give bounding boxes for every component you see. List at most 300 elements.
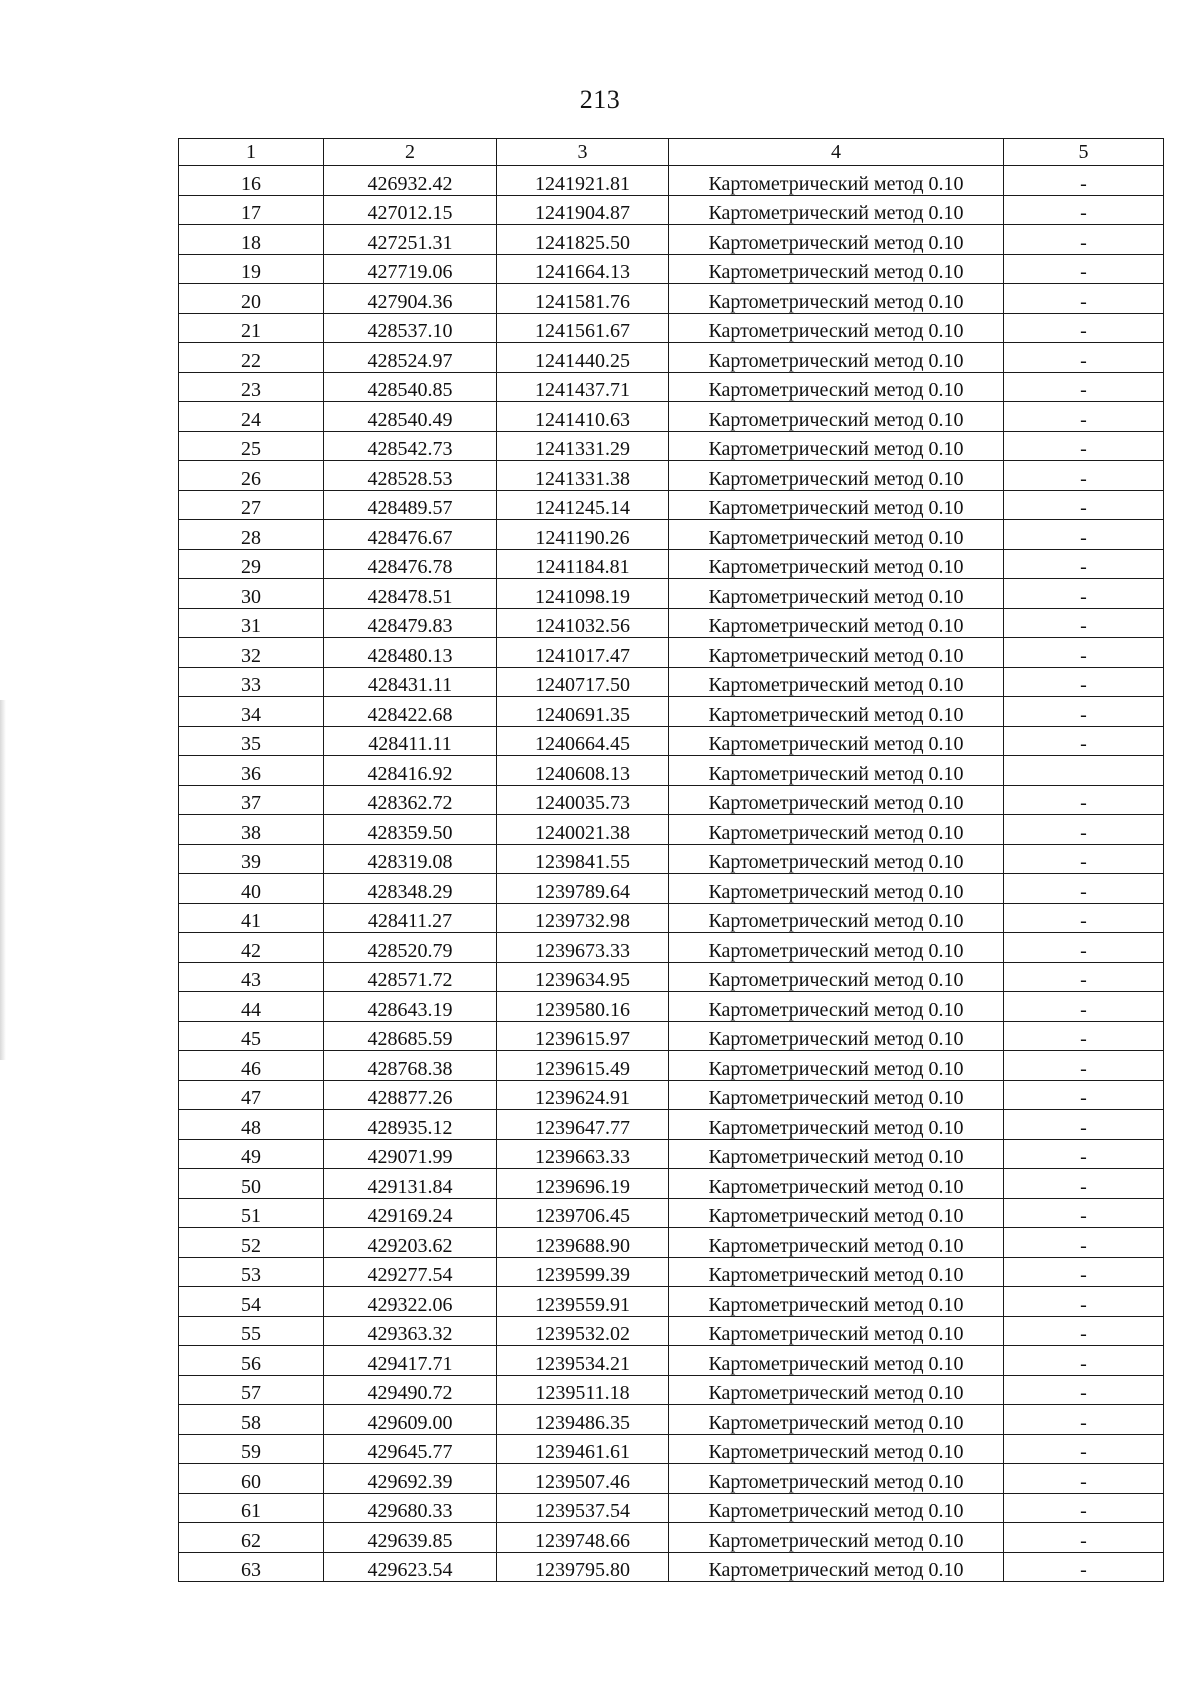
y-coordinate-cell: 1241017.47 xyxy=(497,638,669,668)
note-cell: - xyxy=(1004,933,1164,963)
table-row xyxy=(179,1228,1164,1258)
table-row xyxy=(179,579,1164,609)
y-coordinate-cell: 1241581.76 xyxy=(497,284,669,314)
method-cell: Картометрический метод 0.10 xyxy=(669,903,1004,933)
note-cell: - xyxy=(1004,1523,1164,1553)
table-row xyxy=(179,1464,1164,1494)
note-cell: - xyxy=(1004,1228,1164,1258)
method-cell: Картометрический метод 0.10 xyxy=(669,1316,1004,1346)
note-cell: - xyxy=(1004,166,1164,196)
table-row xyxy=(179,1198,1164,1228)
scan-edge-shadow xyxy=(0,700,6,1060)
method-cell: Картометрический метод 0.10 xyxy=(669,726,1004,756)
note-cell: - xyxy=(1004,579,1164,609)
x-coordinate-cell: 427251.31 xyxy=(324,225,497,255)
method-cell: Картометрический метод 0.10 xyxy=(669,1051,1004,1081)
header-cell-3: 3 xyxy=(497,139,669,166)
x-coordinate-cell: 428643.19 xyxy=(324,992,497,1022)
x-coordinate-cell: 428362.72 xyxy=(324,785,497,815)
method-cell: Картометрический метод 0.10 xyxy=(669,1523,1004,1553)
method-cell: Картометрический метод 0.10 xyxy=(669,1257,1004,1287)
table-row xyxy=(179,726,1164,756)
note-cell: - xyxy=(1004,1021,1164,1051)
method-cell: Картометрический метод 0.10 xyxy=(669,756,1004,786)
point-number-cell: 51 xyxy=(179,1198,324,1228)
point-number-cell: 37 xyxy=(179,785,324,815)
x-coordinate-cell: 429639.85 xyxy=(324,1523,497,1553)
y-coordinate-cell: 1240021.38 xyxy=(497,815,669,845)
method-cell: Картометрический метод 0.10 xyxy=(669,1375,1004,1405)
y-coordinate-cell: 1239841.55 xyxy=(497,844,669,874)
x-coordinate-cell: 428431.11 xyxy=(324,667,497,697)
header-cell-4: 4 xyxy=(669,139,1004,166)
note-cell: - xyxy=(1004,461,1164,491)
x-coordinate-cell: 429680.33 xyxy=(324,1493,497,1523)
x-coordinate-cell: 428422.68 xyxy=(324,697,497,727)
y-coordinate-cell: 1239663.33 xyxy=(497,1139,669,1169)
table-row xyxy=(179,284,1164,314)
y-coordinate-cell: 1239599.39 xyxy=(497,1257,669,1287)
note-cell: - xyxy=(1004,520,1164,550)
table-row xyxy=(179,254,1164,284)
table-row xyxy=(179,1139,1164,1169)
table-row xyxy=(179,372,1164,402)
method-cell: Картометрический метод 0.10 xyxy=(669,844,1004,874)
x-coordinate-cell: 429322.06 xyxy=(324,1287,497,1317)
note-cell: - xyxy=(1004,903,1164,933)
table-row xyxy=(179,549,1164,579)
table-row xyxy=(179,225,1164,255)
coordinates-table-container xyxy=(178,138,1163,1582)
method-cell: Картометрический метод 0.10 xyxy=(669,1405,1004,1435)
point-number-cell: 53 xyxy=(179,1257,324,1287)
method-cell: Картометрический метод 0.10 xyxy=(669,1139,1004,1169)
x-coordinate-cell: 428411.11 xyxy=(324,726,497,756)
point-number-cell: 56 xyxy=(179,1346,324,1376)
y-coordinate-cell: 1239615.49 xyxy=(497,1051,669,1081)
note-cell: - xyxy=(1004,402,1164,432)
table-row xyxy=(179,874,1164,904)
method-cell: Картометрический метод 0.10 xyxy=(669,962,1004,992)
x-coordinate-cell: 429203.62 xyxy=(324,1228,497,1258)
y-coordinate-cell: 1241184.81 xyxy=(497,549,669,579)
x-coordinate-cell: 429277.54 xyxy=(324,1257,497,1287)
point-number-cell: 42 xyxy=(179,933,324,963)
x-coordinate-cell: 429071.99 xyxy=(324,1139,497,1169)
note-cell: - xyxy=(1004,1139,1164,1169)
method-cell: Картометрический метод 0.10 xyxy=(669,697,1004,727)
x-coordinate-cell: 428348.29 xyxy=(324,874,497,904)
point-number-cell: 33 xyxy=(179,667,324,697)
x-coordinate-cell: 428416.92 xyxy=(324,756,497,786)
note-cell: - xyxy=(1004,225,1164,255)
method-cell: Картометрический метод 0.10 xyxy=(669,992,1004,1022)
note-cell: - xyxy=(1004,1169,1164,1199)
header-cell-2: 2 xyxy=(324,139,497,166)
x-coordinate-cell: 428542.73 xyxy=(324,431,497,461)
x-coordinate-cell: 427719.06 xyxy=(324,254,497,284)
note-cell: - xyxy=(1004,549,1164,579)
point-number-cell: 22 xyxy=(179,343,324,373)
note-cell: - xyxy=(1004,992,1164,1022)
method-cell: Картометрический метод 0.10 xyxy=(669,933,1004,963)
method-cell: Картометрический метод 0.10 xyxy=(669,313,1004,343)
note-cell: - xyxy=(1004,1434,1164,1464)
table-row xyxy=(179,1021,1164,1051)
y-coordinate-cell: 1241410.63 xyxy=(497,402,669,432)
method-cell: Картометрический метод 0.10 xyxy=(669,520,1004,550)
table-row xyxy=(179,1287,1164,1317)
note-cell: - xyxy=(1004,431,1164,461)
method-cell: Картометрический метод 0.10 xyxy=(669,1198,1004,1228)
point-number-cell: 30 xyxy=(179,579,324,609)
point-number-cell: 18 xyxy=(179,225,324,255)
note-cell xyxy=(1004,756,1164,786)
method-cell: Картометрический метод 0.10 xyxy=(669,372,1004,402)
method-cell: Картометрический метод 0.10 xyxy=(669,1021,1004,1051)
point-number-cell: 60 xyxy=(179,1464,324,1494)
note-cell: - xyxy=(1004,313,1164,343)
note-cell: - xyxy=(1004,490,1164,520)
x-coordinate-cell: 428537.10 xyxy=(324,313,497,343)
table-row xyxy=(179,1346,1164,1376)
note-cell: - xyxy=(1004,874,1164,904)
method-cell: Картометрический метод 0.10 xyxy=(669,1110,1004,1140)
header-cell-1: 1 xyxy=(179,139,324,166)
note-cell: - xyxy=(1004,1316,1164,1346)
y-coordinate-cell: 1239696.19 xyxy=(497,1169,669,1199)
y-coordinate-cell: 1239511.18 xyxy=(497,1375,669,1405)
table-row xyxy=(179,815,1164,845)
x-coordinate-cell: 428479.83 xyxy=(324,608,497,638)
method-cell: Картометрический метод 0.10 xyxy=(669,1287,1004,1317)
point-number-cell: 48 xyxy=(179,1110,324,1140)
note-cell: - xyxy=(1004,284,1164,314)
y-coordinate-cell: 1239580.16 xyxy=(497,992,669,1022)
method-cell: Картометрический метод 0.10 xyxy=(669,1552,1004,1582)
point-number-cell: 39 xyxy=(179,844,324,874)
point-number-cell: 27 xyxy=(179,490,324,520)
method-cell: Картометрический метод 0.10 xyxy=(669,166,1004,196)
table-row xyxy=(179,785,1164,815)
table-row xyxy=(179,313,1164,343)
point-number-cell: 25 xyxy=(179,431,324,461)
y-coordinate-cell: 1241331.38 xyxy=(497,461,669,491)
note-cell: - xyxy=(1004,697,1164,727)
note-cell: - xyxy=(1004,372,1164,402)
x-coordinate-cell: 429623.54 xyxy=(324,1552,497,1582)
point-number-cell: 44 xyxy=(179,992,324,1022)
point-number-cell: 24 xyxy=(179,402,324,432)
x-coordinate-cell: 428524.97 xyxy=(324,343,497,373)
table-row xyxy=(179,1257,1164,1287)
x-coordinate-cell: 429131.84 xyxy=(324,1169,497,1199)
y-coordinate-cell: 1239537.54 xyxy=(497,1493,669,1523)
point-number-cell: 34 xyxy=(179,697,324,727)
note-cell: - xyxy=(1004,785,1164,815)
table-row xyxy=(179,1110,1164,1140)
point-number-cell: 23 xyxy=(179,372,324,402)
page-number: 213 xyxy=(579,85,621,114)
point-number-cell: 49 xyxy=(179,1139,324,1169)
table-body xyxy=(179,166,1164,1582)
point-number-cell: 32 xyxy=(179,638,324,668)
point-number-cell: 28 xyxy=(179,520,324,550)
x-coordinate-cell: 428935.12 xyxy=(324,1110,497,1140)
table-row xyxy=(179,431,1164,461)
point-number-cell: 19 xyxy=(179,254,324,284)
table-row xyxy=(179,1080,1164,1110)
table-row xyxy=(179,1493,1164,1523)
table-row xyxy=(179,844,1164,874)
x-coordinate-cell: 429692.39 xyxy=(324,1464,497,1494)
point-number-cell: 46 xyxy=(179,1051,324,1081)
point-number-cell: 17 xyxy=(179,195,324,225)
y-coordinate-cell: 1240691.35 xyxy=(497,697,669,727)
note-cell: - xyxy=(1004,962,1164,992)
point-number-cell: 55 xyxy=(179,1316,324,1346)
method-cell: Картометрический метод 0.10 xyxy=(669,874,1004,904)
y-coordinate-cell: 1239634.95 xyxy=(497,962,669,992)
y-coordinate-cell: 1241921.81 xyxy=(497,166,669,196)
method-cell: Картометрический метод 0.10 xyxy=(669,608,1004,638)
x-coordinate-cell: 427904.36 xyxy=(324,284,497,314)
table-row xyxy=(179,343,1164,373)
point-number-cell: 58 xyxy=(179,1405,324,1435)
point-number-cell: 61 xyxy=(179,1493,324,1523)
y-coordinate-cell: 1241825.50 xyxy=(497,225,669,255)
method-cell: Картометрический метод 0.10 xyxy=(669,785,1004,815)
x-coordinate-cell: 428768.38 xyxy=(324,1051,497,1081)
table-row xyxy=(179,1375,1164,1405)
note-cell: - xyxy=(1004,195,1164,225)
x-coordinate-cell: 428877.26 xyxy=(324,1080,497,1110)
y-coordinate-cell: 1239647.77 xyxy=(497,1110,669,1140)
point-number-cell: 40 xyxy=(179,874,324,904)
method-cell: Картометрический метод 0.10 xyxy=(669,638,1004,668)
x-coordinate-cell: 429609.00 xyxy=(324,1405,497,1435)
point-number-cell: 45 xyxy=(179,1021,324,1051)
point-number-cell: 29 xyxy=(179,549,324,579)
x-coordinate-cell: 428476.67 xyxy=(324,520,497,550)
note-cell: - xyxy=(1004,343,1164,373)
x-coordinate-cell: 428685.59 xyxy=(324,1021,497,1051)
table-row xyxy=(179,638,1164,668)
table-row xyxy=(179,1552,1164,1582)
note-cell: - xyxy=(1004,667,1164,697)
y-coordinate-cell: 1240664.45 xyxy=(497,726,669,756)
x-coordinate-cell: 428411.27 xyxy=(324,903,497,933)
method-cell: Картометрический метод 0.10 xyxy=(669,195,1004,225)
y-coordinate-cell: 1241664.13 xyxy=(497,254,669,284)
y-coordinate-cell: 1241440.25 xyxy=(497,343,669,373)
method-cell: Картометрический метод 0.10 xyxy=(669,1464,1004,1494)
method-cell: Картометрический метод 0.10 xyxy=(669,549,1004,579)
note-cell: - xyxy=(1004,1051,1164,1081)
x-coordinate-cell: 428480.13 xyxy=(324,638,497,668)
note-cell: - xyxy=(1004,726,1164,756)
method-cell: Картометрический метод 0.10 xyxy=(669,402,1004,432)
x-coordinate-cell: 429490.72 xyxy=(324,1375,497,1405)
x-coordinate-cell: 428478.51 xyxy=(324,579,497,609)
note-cell: - xyxy=(1004,638,1164,668)
point-number-cell: 43 xyxy=(179,962,324,992)
x-coordinate-cell: 428571.72 xyxy=(324,962,497,992)
point-number-cell: 50 xyxy=(179,1169,324,1199)
table-row xyxy=(179,756,1164,786)
method-cell: Картометрический метод 0.10 xyxy=(669,1493,1004,1523)
table-row xyxy=(179,667,1164,697)
table-header xyxy=(179,139,1164,166)
coordinates-table xyxy=(178,138,1164,1582)
point-number-cell: 38 xyxy=(179,815,324,845)
table-row xyxy=(179,933,1164,963)
note-cell: - xyxy=(1004,608,1164,638)
x-coordinate-cell: 428540.85 xyxy=(324,372,497,402)
x-coordinate-cell: 429645.77 xyxy=(324,1434,497,1464)
method-cell: Картометрический метод 0.10 xyxy=(669,225,1004,255)
method-cell: Картометрический метод 0.10 xyxy=(669,1434,1004,1464)
table-row xyxy=(179,461,1164,491)
table-row xyxy=(179,1169,1164,1199)
method-cell: Картометрический метод 0.10 xyxy=(669,284,1004,314)
point-number-cell: 36 xyxy=(179,756,324,786)
point-number-cell: 31 xyxy=(179,608,324,638)
y-coordinate-cell: 1239559.91 xyxy=(497,1287,669,1317)
table-row xyxy=(179,1523,1164,1553)
method-cell: Картометрический метод 0.10 xyxy=(669,431,1004,461)
method-cell: Картометрический метод 0.10 xyxy=(669,254,1004,284)
y-coordinate-cell: 1241904.87 xyxy=(497,195,669,225)
y-coordinate-cell: 1240608.13 xyxy=(497,756,669,786)
y-coordinate-cell: 1239673.33 xyxy=(497,933,669,963)
note-cell: - xyxy=(1004,1080,1164,1110)
y-coordinate-cell: 1241437.71 xyxy=(497,372,669,402)
note-cell: - xyxy=(1004,1493,1164,1523)
point-number-cell: 52 xyxy=(179,1228,324,1258)
note-cell: - xyxy=(1004,1287,1164,1317)
y-coordinate-cell: 1239624.91 xyxy=(497,1080,669,1110)
y-coordinate-cell: 1241331.29 xyxy=(497,431,669,461)
table-row xyxy=(179,608,1164,638)
y-coordinate-cell: 1239461.61 xyxy=(497,1434,669,1464)
point-number-cell: 26 xyxy=(179,461,324,491)
method-cell: Картометрический метод 0.10 xyxy=(669,461,1004,491)
note-cell: - xyxy=(1004,1198,1164,1228)
x-coordinate-cell: 429417.71 xyxy=(324,1346,497,1376)
y-coordinate-cell: 1239748.66 xyxy=(497,1523,669,1553)
table-row xyxy=(179,903,1164,933)
y-coordinate-cell: 1241098.19 xyxy=(497,579,669,609)
point-number-cell: 54 xyxy=(179,1287,324,1317)
y-coordinate-cell: 1241190.26 xyxy=(497,520,669,550)
table-row xyxy=(179,992,1164,1022)
note-cell: - xyxy=(1004,1375,1164,1405)
point-number-cell: 35 xyxy=(179,726,324,756)
method-cell: Картометрический метод 0.10 xyxy=(669,1228,1004,1258)
point-number-cell: 57 xyxy=(179,1375,324,1405)
method-cell: Картометрический метод 0.10 xyxy=(669,1080,1004,1110)
y-coordinate-cell: 1241032.56 xyxy=(497,608,669,638)
method-cell: Картометрический метод 0.10 xyxy=(669,815,1004,845)
table-row xyxy=(179,962,1164,992)
table-row xyxy=(179,520,1164,550)
x-coordinate-cell: 428520.79 xyxy=(324,933,497,963)
method-cell: Картометрический метод 0.10 xyxy=(669,667,1004,697)
point-number-cell: 47 xyxy=(179,1080,324,1110)
note-cell: - xyxy=(1004,1346,1164,1376)
note-cell: - xyxy=(1004,1405,1164,1435)
x-coordinate-cell: 428540.49 xyxy=(324,402,497,432)
header-cell-5: 5 xyxy=(1004,139,1164,166)
y-coordinate-cell: 1239732.98 xyxy=(497,903,669,933)
point-number-cell: 41 xyxy=(179,903,324,933)
table-row xyxy=(179,697,1164,727)
method-cell: Картометрический метод 0.10 xyxy=(669,1169,1004,1199)
y-coordinate-cell: 1239688.90 xyxy=(497,1228,669,1258)
method-cell: Картометрический метод 0.10 xyxy=(669,343,1004,373)
note-cell: - xyxy=(1004,1257,1164,1287)
y-coordinate-cell: 1239789.64 xyxy=(497,874,669,904)
note-cell: - xyxy=(1004,844,1164,874)
x-coordinate-cell: 429363.32 xyxy=(324,1316,497,1346)
y-coordinate-cell: 1239486.35 xyxy=(497,1405,669,1435)
table-row xyxy=(179,166,1164,196)
method-cell: Картометрический метод 0.10 xyxy=(669,1346,1004,1376)
x-coordinate-cell: 426932.42 xyxy=(324,166,497,196)
x-coordinate-cell: 428528.53 xyxy=(324,461,497,491)
point-number-cell: 62 xyxy=(179,1523,324,1553)
x-coordinate-cell: 428359.50 xyxy=(324,815,497,845)
method-cell: Картометрический метод 0.10 xyxy=(669,490,1004,520)
table-row xyxy=(179,1405,1164,1435)
point-number-cell: 59 xyxy=(179,1434,324,1464)
note-cell: - xyxy=(1004,1552,1164,1582)
note-cell: - xyxy=(1004,815,1164,845)
y-coordinate-cell: 1239507.46 xyxy=(497,1464,669,1494)
y-coordinate-cell: 1239795.80 xyxy=(497,1552,669,1582)
table-row xyxy=(179,195,1164,225)
point-number-cell: 16 xyxy=(179,166,324,196)
header-row xyxy=(179,139,1164,166)
y-coordinate-cell: 1240717.50 xyxy=(497,667,669,697)
table-row xyxy=(179,490,1164,520)
note-cell: - xyxy=(1004,254,1164,284)
table-row xyxy=(179,1051,1164,1081)
x-coordinate-cell: 427012.15 xyxy=(324,195,497,225)
y-coordinate-cell: 1240035.73 xyxy=(497,785,669,815)
y-coordinate-cell: 1241561.67 xyxy=(497,313,669,343)
point-number-cell: 21 xyxy=(179,313,324,343)
note-cell: - xyxy=(1004,1110,1164,1140)
table-row xyxy=(179,1434,1164,1464)
x-coordinate-cell: 429169.24 xyxy=(324,1198,497,1228)
point-number-cell: 20 xyxy=(179,284,324,314)
x-coordinate-cell: 428476.78 xyxy=(324,549,497,579)
x-coordinate-cell: 428489.57 xyxy=(324,490,497,520)
y-coordinate-cell: 1241245.14 xyxy=(497,490,669,520)
table-row xyxy=(179,402,1164,432)
point-number-cell: 63 xyxy=(179,1552,324,1582)
table-row xyxy=(179,1316,1164,1346)
y-coordinate-cell: 1239706.45 xyxy=(497,1198,669,1228)
y-coordinate-cell: 1239534.21 xyxy=(497,1346,669,1376)
x-coordinate-cell: 428319.08 xyxy=(324,844,497,874)
method-cell: Картометрический метод 0.10 xyxy=(669,579,1004,609)
y-coordinate-cell: 1239615.97 xyxy=(497,1021,669,1051)
y-coordinate-cell: 1239532.02 xyxy=(497,1316,669,1346)
note-cell: - xyxy=(1004,1464,1164,1494)
